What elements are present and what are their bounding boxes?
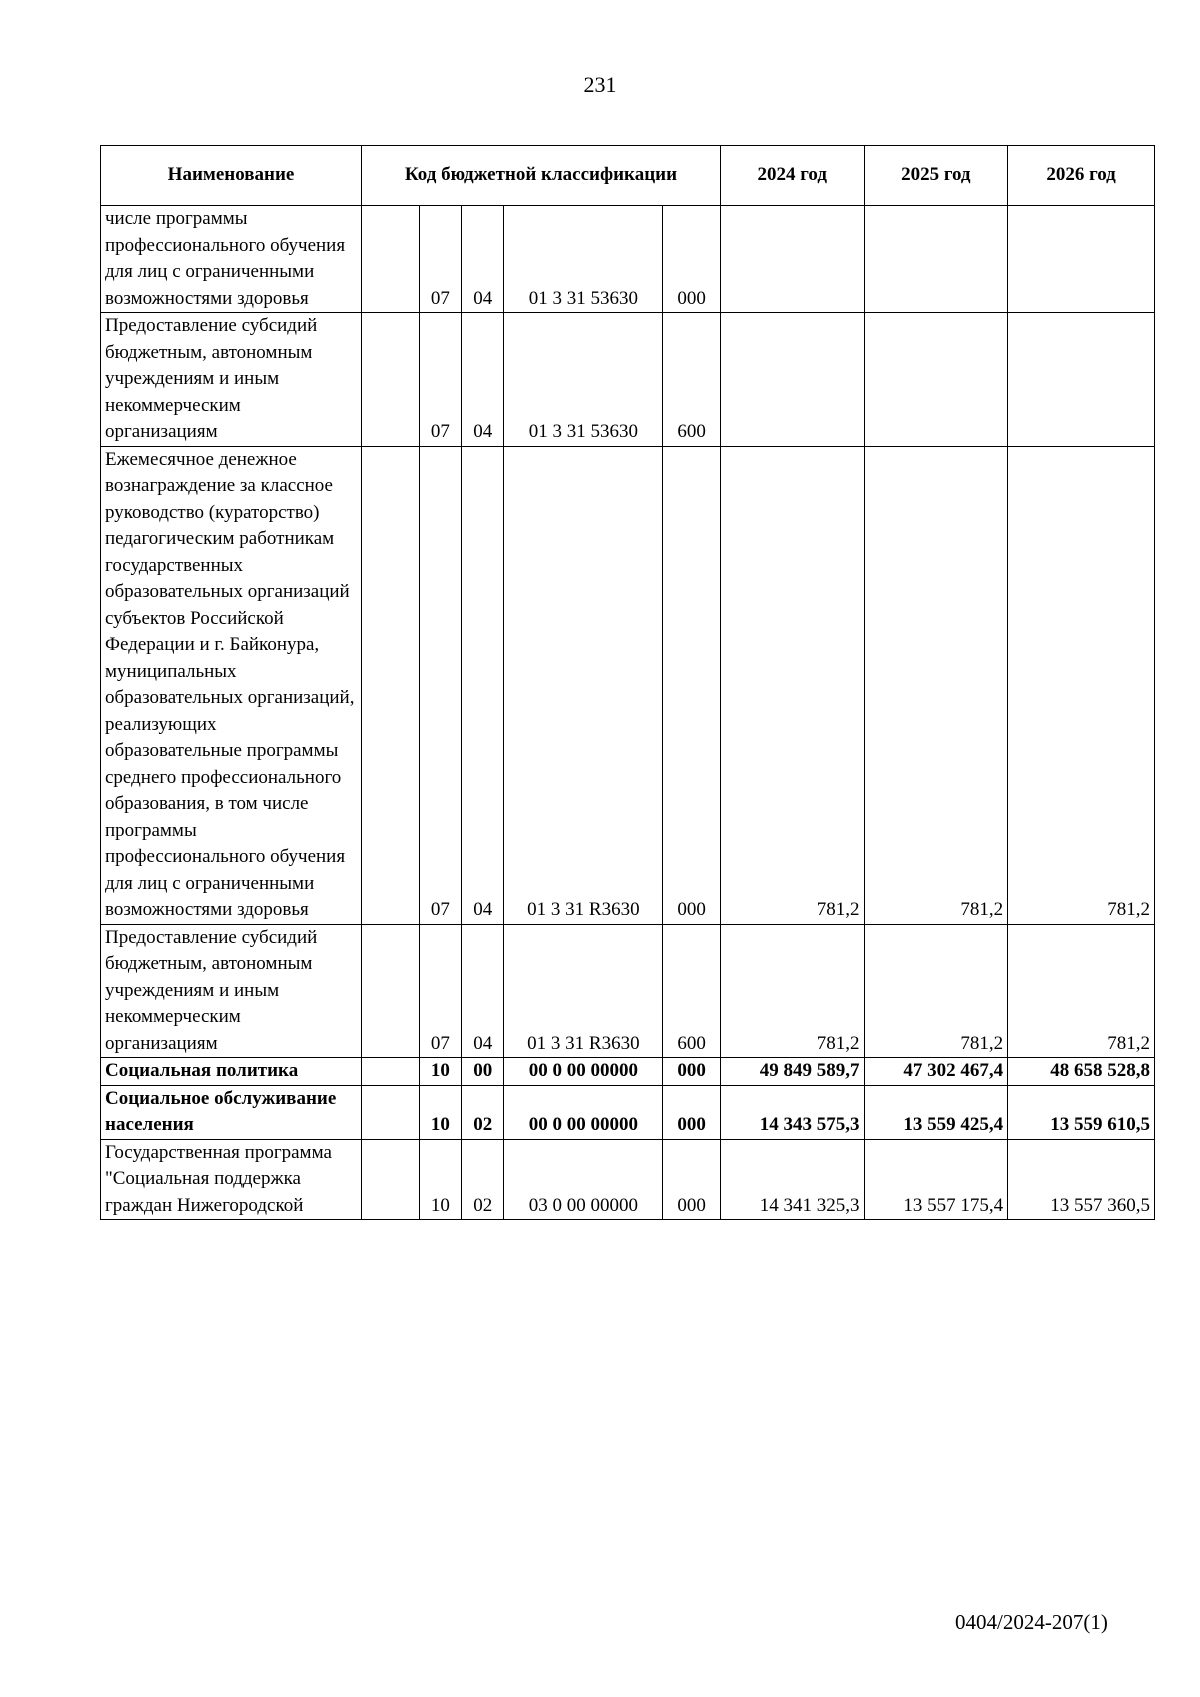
row-2024: 49 849 589,7 <box>720 1058 864 1086</box>
row-2026: 781,2 <box>1008 924 1155 1058</box>
table-row <box>101 313 1155 447</box>
row-name: Социальное обслуживание населения <box>101 1085 362 1139</box>
row-2024: 781,2 <box>720 446 864 924</box>
row-2024: 14 341 325,3 <box>720 1139 864 1220</box>
row-2024: 781,2 <box>720 924 864 1058</box>
row-grbs <box>362 206 420 313</box>
table-row <box>101 446 1155 924</box>
budget-table <box>100 145 1155 1220</box>
row-rz: 07 <box>419 446 461 924</box>
row-vr: 000 <box>663 206 721 313</box>
page-number: 231 <box>583 72 617 97</box>
row-2026 <box>1008 206 1155 313</box>
row-rz: 07 <box>419 206 461 313</box>
row-pr: 04 <box>462 206 504 313</box>
table-row <box>101 1139 1155 1220</box>
row-name: Ежемесячное денежное вознаграждение за классное руководство (кураторство) педагогическим работникам государственных образовательных организаций субъектов Российской Федерации и г. Байконура, муниципальных образовательных организаций, реализующих образовательные программы среднего профессионального образования, в том числе программы профессионального обучения для лиц с ограниченными возможностями здоровья <box>101 446 362 924</box>
row-2024: 14 343 575,3 <box>720 1085 864 1139</box>
row-2025: 13 559 425,4 <box>864 1085 1008 1139</box>
row-2026: 13 557 360,5 <box>1008 1139 1155 1220</box>
header-2026: 2026 год <box>1008 146 1155 206</box>
header-name: Наименование <box>101 146 362 206</box>
row-name: Предоставление субсидий бюджетным, автономным учреждениям и иным некоммерческим организациям <box>101 924 362 1058</box>
row-rz: 07 <box>419 313 461 447</box>
row-2026: 13 559 610,5 <box>1008 1085 1155 1139</box>
row-pr: 02 <box>462 1139 504 1220</box>
row-2025: 781,2 <box>864 924 1008 1058</box>
row-vr: 000 <box>663 446 721 924</box>
row-vr: 000 <box>663 1058 721 1086</box>
row-grbs <box>362 1058 420 1086</box>
row-grbs <box>362 924 420 1058</box>
row-2025: 47 302 467,4 <box>864 1058 1008 1086</box>
row-grbs <box>362 1139 420 1220</box>
row-pr: 04 <box>462 924 504 1058</box>
row-csr: 00 0 00 00000 <box>504 1058 663 1086</box>
row-rz: 10 <box>419 1139 461 1220</box>
row-vr: 600 <box>663 313 721 447</box>
row-csr: 01 3 31 53630 <box>504 313 663 447</box>
row-2024 <box>720 206 864 313</box>
row-grbs <box>362 1085 420 1139</box>
row-grbs <box>362 446 420 924</box>
table-row <box>101 206 1155 313</box>
row-2025 <box>864 206 1008 313</box>
row-2025: 13 557 175,4 <box>864 1139 1008 1220</box>
row-name: Государственная программа "Социальная поддержка граждан Нижегородской <box>101 1139 362 1220</box>
document-code: 0404/2024-207(1) <box>955 1610 1108 1634</box>
header-code: Код бюджетной классификации <box>362 146 721 206</box>
row-pr: 04 <box>462 446 504 924</box>
row-grbs <box>362 313 420 447</box>
row-2026: 48 658 528,8 <box>1008 1058 1155 1086</box>
row-name: Предоставление субсидий бюджетным, автономным учреждениям и иным некоммерческим организациям <box>101 313 362 447</box>
row-rz: 10 <box>419 1058 461 1086</box>
row-rz: 10 <box>419 1085 461 1139</box>
row-pr: 00 <box>462 1058 504 1086</box>
table-row <box>101 924 1155 1058</box>
row-csr: 00 0 00 00000 <box>504 1085 663 1139</box>
row-vr: 600 <box>663 924 721 1058</box>
row-csr: 01 3 31 R3630 <box>504 924 663 1058</box>
row-name: Социальная политика <box>101 1058 362 1086</box>
row-2026: 781,2 <box>1008 446 1155 924</box>
row-name: числе программы профессионального обучения для лиц с ограниченными возможностями здоровья <box>101 206 362 313</box>
row-2025: 781,2 <box>864 446 1008 924</box>
row-vr: 000 <box>663 1085 721 1139</box>
row-2024 <box>720 313 864 447</box>
row-vr: 000 <box>663 1139 721 1220</box>
table-header-row <box>101 146 1155 206</box>
header-2025: 2025 год <box>864 146 1008 206</box>
table-row <box>101 1085 1155 1139</box>
row-rz: 07 <box>419 924 461 1058</box>
row-csr: 03 0 00 00000 <box>504 1139 663 1220</box>
table-row <box>101 1058 1155 1086</box>
row-pr: 04 <box>462 313 504 447</box>
row-2026 <box>1008 313 1155 447</box>
row-pr: 02 <box>462 1085 504 1139</box>
row-2025 <box>864 313 1008 447</box>
header-2024: 2024 год <box>720 146 864 206</box>
row-csr: 01 3 31 R3630 <box>504 446 663 924</box>
row-csr: 01 3 31 53630 <box>504 206 663 313</box>
